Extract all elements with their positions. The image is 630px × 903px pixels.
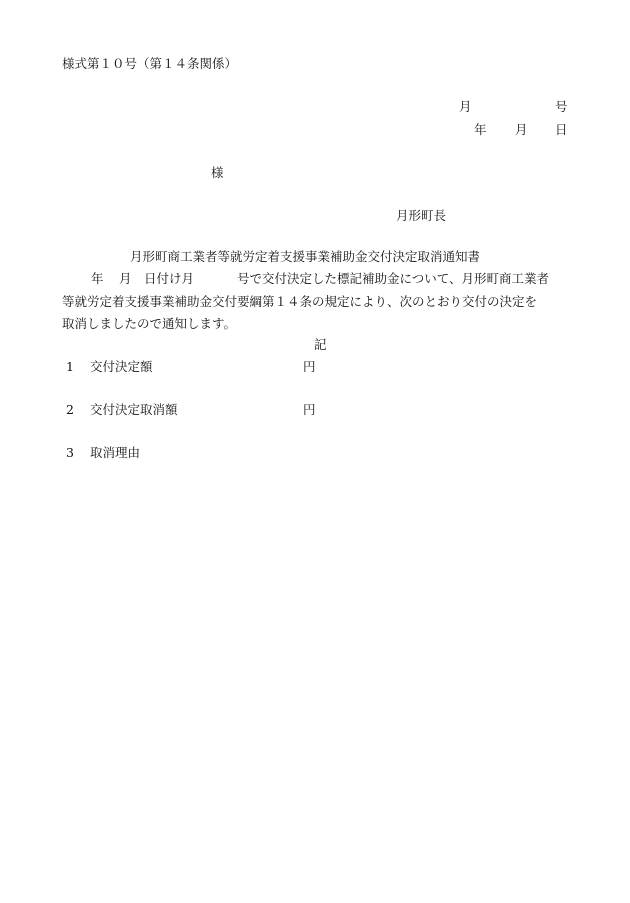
body-day-month: 日付け月 bbox=[144, 271, 195, 286]
body-rest: 号で交付決定した標記補助金について、月形町商工業者 bbox=[237, 271, 550, 286]
header-number-suffix: 号 bbox=[555, 99, 568, 114]
header-date-day: 日 bbox=[555, 122, 568, 137]
item-2-number: 2 bbox=[66, 402, 74, 417]
item-1-unit: 円 bbox=[303, 359, 316, 374]
item-3-label: 取消理由 bbox=[90, 445, 141, 460]
header-number-month: 月 bbox=[459, 99, 472, 114]
body-month: 月 bbox=[119, 271, 132, 286]
body-line-2: 等就労定着支援事業補助金交付要綱第１４条の規定により、次のとおり交付の決定を bbox=[62, 294, 538, 309]
issuer: 月形町長 bbox=[396, 208, 447, 223]
document-title: 月形町商工業者等就労定着支援事業補助金交付決定取消通知書 bbox=[130, 249, 481, 264]
item-1-number: 1 bbox=[66, 359, 74, 374]
addressee-suffix: 様 bbox=[211, 165, 224, 180]
item-2-unit: 円 bbox=[303, 402, 316, 417]
body-line-3: 取消しましたので通知します。 bbox=[62, 316, 237, 331]
header-date-month: 月 bbox=[515, 122, 528, 137]
item-3-number: 3 bbox=[66, 445, 74, 460]
form-number: 様式第１０号（第１４条関係） bbox=[62, 56, 238, 71]
item-2-label: 交付決定取消額 bbox=[90, 402, 178, 417]
ki-marker: 記 bbox=[314, 337, 327, 352]
item-1-label: 交付決定額 bbox=[90, 359, 153, 374]
body-year: 年 bbox=[91, 271, 104, 286]
header-date-year: 年 bbox=[474, 122, 487, 137]
